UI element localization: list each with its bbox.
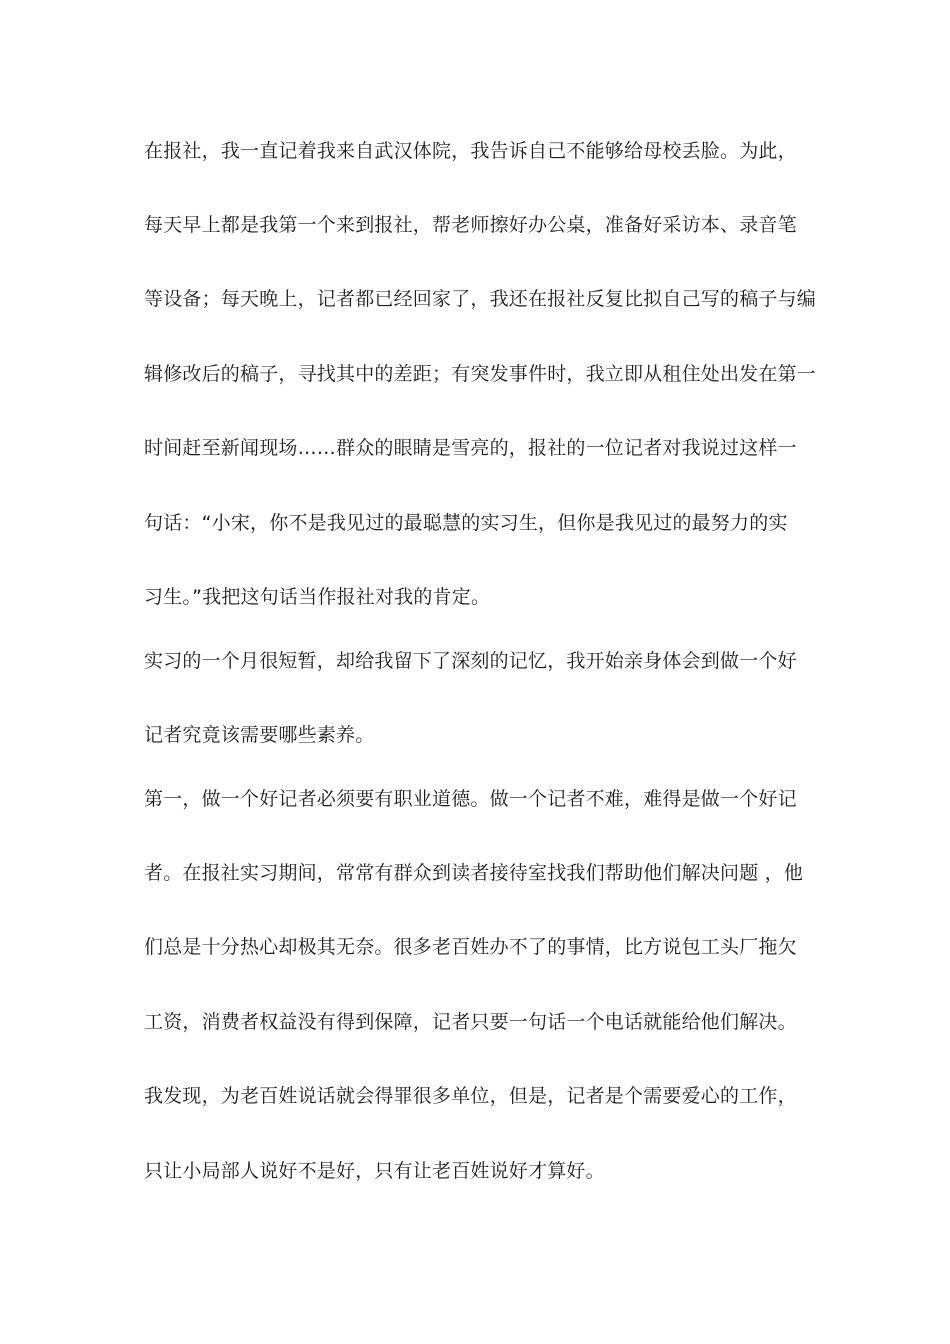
text-line: 辑修改后的稿子，寻找其中的差距；有突发事件时，我立即从租住处出发在第一 (144, 363, 817, 385)
text-line: 在报社，我一直记着我来自武汉体院，我告诉自己不能够给母校丢脸。为此， (144, 140, 797, 162)
text-line: 我发现，为老百姓说话就会得罪很多单位，但是，记者是个需要爱心的工作， (144, 1085, 797, 1107)
text-line: 记者究竟该需要哪些素养。 (144, 724, 375, 746)
text-line: 习生。”我把这句话当作报社对我的肯定。 (144, 586, 491, 608)
text-line: 者。在报社实习期间，常常有群众到读者接待室找我们帮助他们解决问题 ，他 (144, 862, 804, 884)
text-line: 句话：“小宋，你不是我见过的最聪慧的实习生，但你是我见过的最努力的实 (144, 512, 788, 534)
text-line: 每天早上都是我第一个来到报社，帮老师擦好办公桌，准备好采访本、录音笔 (144, 214, 797, 236)
text-line: 工资，消费者权益没有得到保障，记者只要一句话一个电话就能给他们解决。 (144, 1011, 797, 1033)
text-line: 等设备；每天晚上，记者都已经回家了，我还在报社反复比拟自己写的稿子与编 (144, 288, 817, 310)
text-line: 实习的一个月很短暂，却给我留下了深刻的记忆，我开始亲身体会到做一个好 (144, 650, 797, 672)
text-line: 时间赶至新闻现场……群众的眼睛是雪亮的，报社的一位记者对我说过这样一 (144, 437, 797, 459)
text-line: 第一，做一个好记者必须要有职业道德。做一个记者不难，难得是做一个好记 (144, 788, 797, 810)
text-line: 们总是十分热心却极其无奈。很多老百姓办不了的事情，比方说包工头厂拖欠 (144, 936, 797, 958)
text-line: 只让小局部人说好不是好，只有让老百姓说好才算好。 (144, 1160, 605, 1182)
